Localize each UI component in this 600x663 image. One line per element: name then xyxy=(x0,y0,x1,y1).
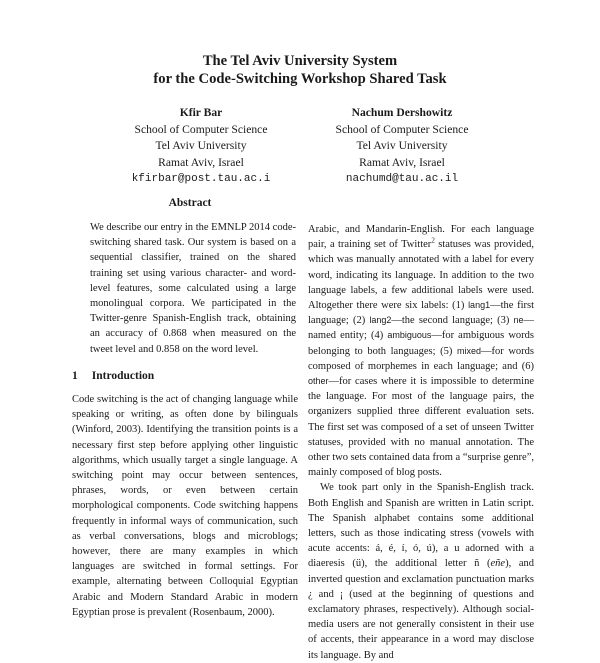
title-line-1: The Tel Aviv University System xyxy=(202,53,398,69)
label-lang2: lang2 xyxy=(369,315,392,326)
abstract-heading: Abstract xyxy=(168,197,212,209)
title-line-2: for the Code-Switching Workshop Shared Task xyxy=(153,71,447,87)
section-number: 1 xyxy=(72,370,78,382)
author-university: Tel Aviv University xyxy=(356,139,448,152)
label-ambiguous: ambiguous xyxy=(387,330,432,341)
author-name: Kfir Bar xyxy=(179,106,223,119)
author-block-1 xyxy=(103,105,299,188)
author-email[interactable]: kfirbar@post.tau.ac.i xyxy=(131,173,271,185)
italic-term: eñe xyxy=(490,558,506,570)
section-heading xyxy=(72,370,154,382)
author-block-2 xyxy=(304,105,500,188)
footnote-marker: 2 xyxy=(431,236,435,245)
label-lang1: lang1 xyxy=(468,300,491,311)
abstract-text: We describe our entry in the EMNLP 2014 code-switching shared task. Our system is based on a sequential classifier, trained on the shared training set using various character- and word-level features, some calculated using a large monolingual corpora. We participated in the Twitter-genre Spanish-English track, obtaining an accuracy of 0.868 when measured on the tweet level and 0.858 on the word level. xyxy=(90,222,296,355)
right-column-text xyxy=(308,222,534,663)
label-ne: ne xyxy=(513,315,524,326)
author-location: Ramat Aviv, Israel xyxy=(158,155,244,169)
author-affiliation: School of Computer Science xyxy=(335,122,469,136)
paper-title xyxy=(0,52,600,88)
label-other: other xyxy=(308,376,329,387)
paragraph: Arabic, and Mandarin-English. For each language pair, a training set of Twitter$^2$ statuses was provided, which was manually annotated with a label for every word, indicating its language. In addition to the two language labels, a few additional labels were used. Altogether there were six labels: (1) lang1—the first language; (2) lang2—the second language; (3) ne—named entity; (4) ambiguous—for ambiguous words belonging to both languages; (5) mixed—for words composed of morphemes in each language; and (6) other—for cases where it is impossible to determine the language. For most of the language pairs, the organizers supplied three different evaluation sets. The first set was composed of a set of unseen Twitter statuses, provided with no manual annotation. The other two sets contained data from a “surprise genre”, mainly composed of blog posts. xyxy=(308,224,534,479)
author-email[interactable]: nachumd@tau.ac.il xyxy=(345,173,459,185)
section-title: Introduction xyxy=(91,370,155,382)
author-location: Ramat Aviv, Israel xyxy=(359,155,445,169)
paragraph: We took part only in the Spanish-English track. Both English and Spanish are written in Latin script. The Spanish alphabet contains some additional letters, such as those indicating stress (vowels with acute accents: á, é, í, ó, ú), a u adorned with a diaeresis (ü), the additional letter ñ (eñe), and inverted question and exclamation punctuation marks ¿ and ¡ (used at the beginning of questions and exclamatory phrases, respectively). Although social-media users are not generally consistent in their use of accents, their appearance in a word may disclose its language. By and xyxy=(308,482,534,661)
author-university: Tel Aviv University xyxy=(155,139,247,152)
label-mixed: mixed xyxy=(456,345,481,356)
author-affiliation: School of Computer Science xyxy=(134,122,268,136)
author-name: Nachum Dershowitz xyxy=(351,106,453,119)
introduction-text: Code switching is the act of changing language while speaking or writing, as often done by bilinguals (Winford, 2003). Identifying the transition points is a necessary first step before applying other linguistic algorithms, which usually target a single language. A switching point may occur between sentences, phrases, words, or even between certain morphological components. Code switching happens frequently in informal ways of communication, such as verbal conversations, blogs and microblogs; however, there are many examples in which languages are switched in formal settings. For example, alternating between Colloquial Egyptian Arabic and Modern Standard Arabic in modern Egyptian prose is prevalent (Rosenbaum, 2000). xyxy=(72,394,298,618)
